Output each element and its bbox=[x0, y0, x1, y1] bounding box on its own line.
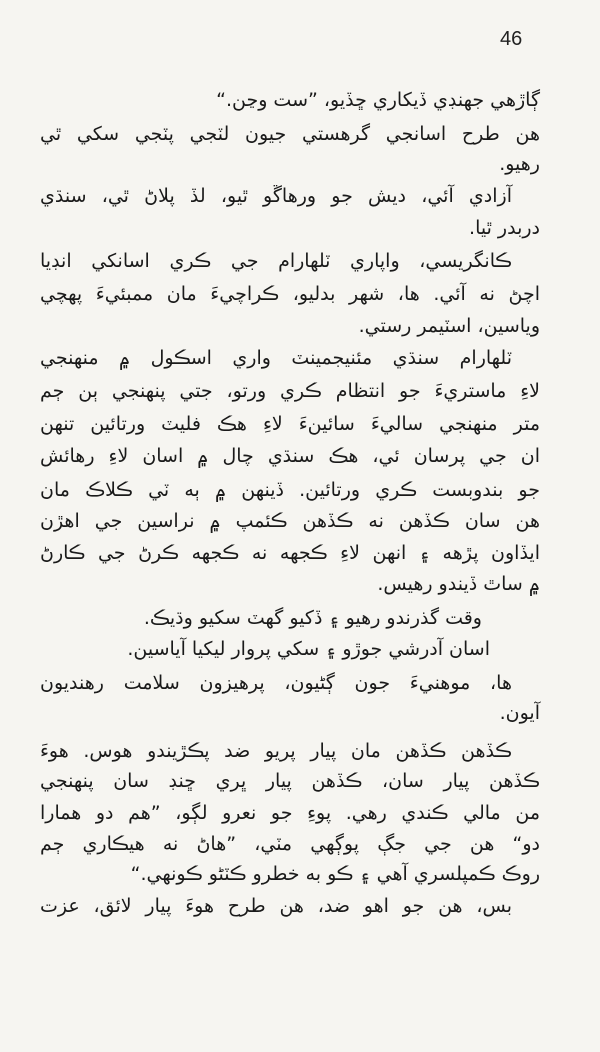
text-line: متر منهنجي ساليءَ سائينءَ لاءِ هڪ فليٽ ورتائين تنهن bbox=[40, 413, 540, 435]
text-line: اسان آدرشي جوڙو ۽ سکي پرﻭار ليکيا آياسين. bbox=[127, 638, 490, 660]
text-line: جو بندوبست ڪري ورتائين. ڏينهن ۾ ٻه ٽي ڪلاڪ مان bbox=[40, 479, 540, 501]
text-line: ان جي پرسان ئي، هڪ سنڌي چال ۾ اسان لاءِ رهائش bbox=[40, 445, 540, 467]
text-line: هن طرح اسانجي گرهستي جيون لٽجي پٽجي سکي ٿي bbox=[40, 123, 540, 145]
text-line: بس، هن جو اهو ضد، هن طرح هوءَ پيار لائق، عزت bbox=[40, 895, 512, 917]
page-number: 46 bbox=[500, 28, 523, 50]
text-line: دو“ هن جي جڳ پوڳهي مٽي، ”هاڻ نه هيڪاري ڄم bbox=[40, 833, 540, 855]
text-line: ايڏاون پڙهه ۽ انهن لاءِ ڪجهه نه ڪجهه ڪرڻ جي ڪارڻ bbox=[40, 542, 540, 564]
text-line: ڳاڙهي جهنڊي ڏيکاري ڇڏيو، ”ست وڃن.“ bbox=[216, 89, 540, 111]
text-line: ڪڏهن پيار سان، ڪڏهن پيار ڀري ڇنڊ سان پنهنجي bbox=[40, 770, 540, 792]
text-line: آزادي آئي، ديش جو ورهاڱو ٿيو، لڏ پلاڻ ٿي، سنڌي bbox=[40, 185, 512, 207]
text-line: روڪ ڪمپلسري آهي ۽ ڪو به خطرو ڪٽڻو ڪونهي.“ bbox=[130, 863, 540, 885]
text-line: ٽلهارام سنڌي مئنيجمينٽ واري اسڪول ۾ منهنجي bbox=[40, 347, 512, 369]
text-line: من مالي ڪندي رهي. پوءِ جو نعرو لڳو، ”هم دو همارا bbox=[40, 802, 540, 824]
text-line: وقت گذرندو رهيو ۽ ڏکيو گهٽ سکيو وڌيڪ. bbox=[143, 607, 482, 629]
text-line: هن سان ڪڏهن نه ڪڏهن ڪئمپ ۾ نراسين جي اهڙن bbox=[40, 510, 540, 532]
text-line: ڪڏهن ڪڏهن مان پيار پريو ضد پڪڙيندو هوس. هوءَ bbox=[40, 740, 512, 762]
text-line: ڪانگريسي، واپاري ٽلهارام جي ڪري اسانکي انڊيا bbox=[40, 250, 512, 272]
text-line: آيون. bbox=[499, 702, 540, 724]
text-line: رهيو. bbox=[499, 153, 540, 175]
text-line: ها، موهنيءَ جون ڳڻيون، پرهيزون سلامت رهنديون bbox=[40, 672, 512, 694]
text-line: ۾ ساٿ ڏيندو رهيس. bbox=[377, 573, 540, 595]
text-line: وياسين، اسٽيمر رستي. bbox=[358, 315, 540, 337]
text-line: دربدر ٿيا. bbox=[469, 217, 540, 239]
text-line: اچڻ نه آئي. ها، شهر بدليو، ڪراچيءَ مان ممبئيءَ پهچي bbox=[40, 283, 540, 305]
text-line: لاءِ ماستريءَ جو انتظام ڪري ورتو، جتي پنهنجي ٻن ڄم bbox=[40, 380, 540, 402]
